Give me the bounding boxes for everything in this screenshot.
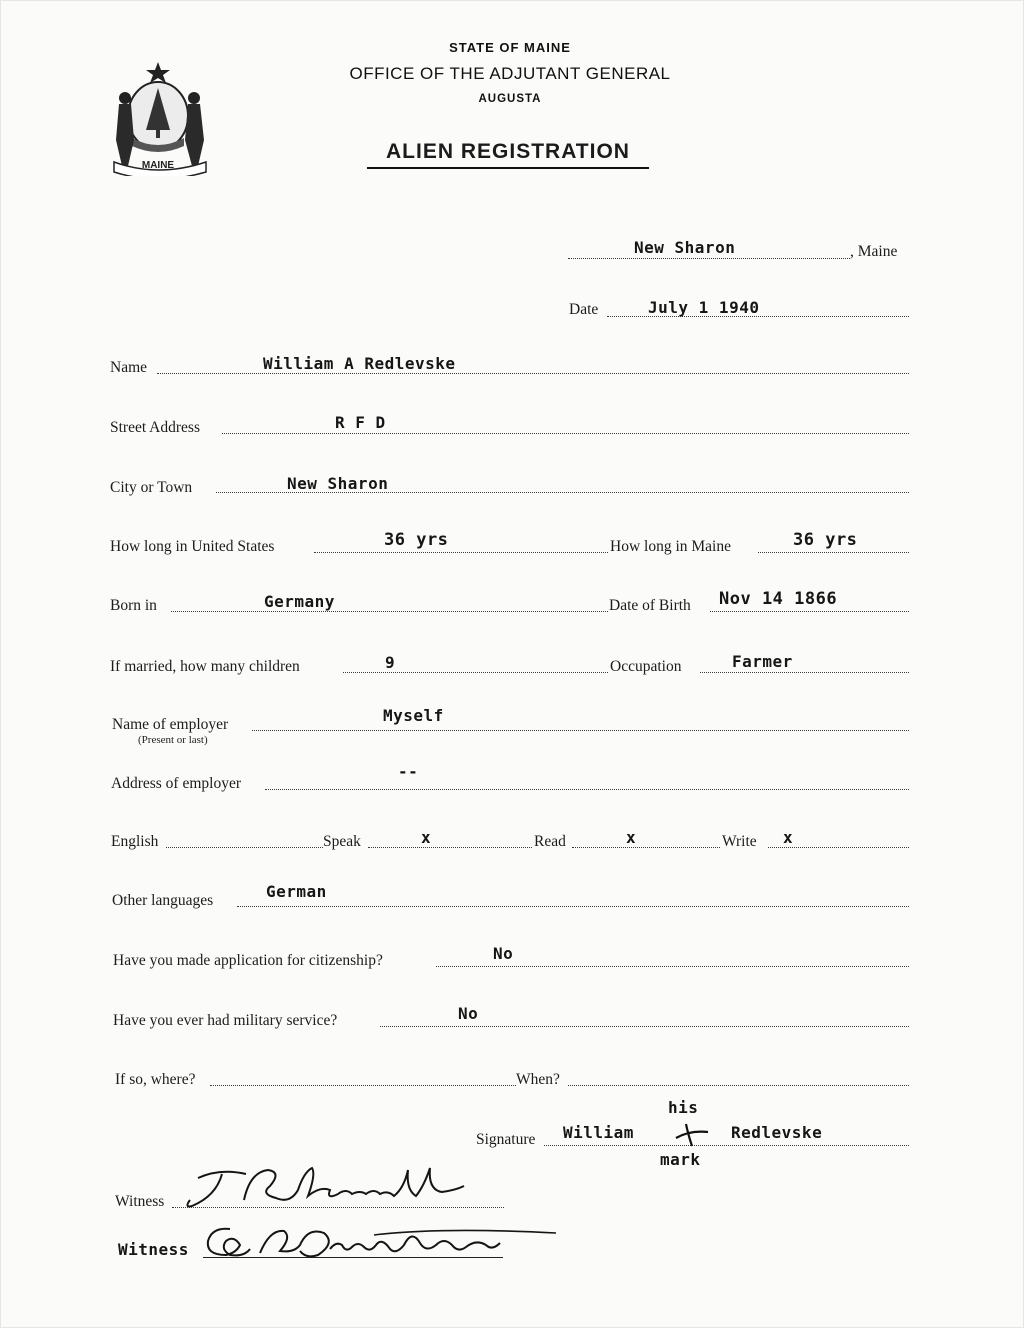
signature-first-name[interactable]: William	[563, 1123, 634, 1142]
street-value[interactable]: R F D	[335, 413, 386, 432]
children-label: If married, how many children	[110, 658, 300, 675]
write-line	[768, 847, 909, 848]
born-in-line	[171, 611, 608, 612]
other-languages-value[interactable]: German	[266, 882, 327, 901]
employer-address-label: Address of employer	[111, 775, 241, 792]
seal-banner-text: MAINE	[141, 160, 175, 171]
military-value[interactable]: No	[458, 1004, 479, 1023]
name-label: Name	[110, 359, 148, 376]
header-city: AUGUSTA	[478, 93, 542, 105]
signature-his: his	[668, 1098, 699, 1117]
read-value[interactable]: x	[626, 828, 637, 847]
how-long-maine-label: How long in Maine	[610, 538, 731, 555]
town-line	[568, 258, 850, 259]
employer-label: Name of employer	[112, 716, 229, 733]
city-label: City or Town	[110, 479, 193, 496]
name-value[interactable]: William A Redlevske	[263, 354, 456, 373]
date-label: Date	[569, 301, 599, 318]
occupation-line	[700, 672, 909, 673]
read-label: Read	[534, 833, 566, 850]
occupation-value[interactable]: Farmer	[732, 652, 793, 671]
other-languages-line	[237, 906, 909, 907]
write-label: Write	[722, 833, 757, 850]
children-line	[343, 672, 608, 673]
military-line	[380, 1026, 909, 1027]
header-office: OFFICE OF THE ADJUTANT GENERAL	[349, 64, 671, 83]
read-line	[572, 847, 720, 848]
citizenship-value[interactable]: No	[493, 944, 514, 963]
date-value[interactable]: July 1 1940	[648, 298, 760, 317]
witness-1-label: Witness	[115, 1193, 165, 1210]
signature-line	[544, 1145, 909, 1146]
city-value[interactable]: New Sharon	[287, 474, 389, 493]
header-state: STATE OF MAINE	[449, 40, 571, 55]
street-line	[222, 433, 909, 434]
town-value[interactable]: New Sharon	[634, 238, 736, 257]
employer-sublabel: (Present or last)	[138, 734, 208, 746]
children-value[interactable]: 9	[385, 653, 396, 672]
military-label: Have you ever had military service?	[113, 1012, 338, 1029]
where-line	[210, 1085, 516, 1086]
english-line	[166, 847, 323, 848]
dob-label: Date of Birth	[609, 597, 691, 614]
street-label: Street Address	[110, 419, 200, 436]
how-long-us-label: How long in United States	[110, 538, 275, 555]
signature-x-mark	[672, 1122, 712, 1148]
dob-line	[710, 611, 909, 612]
born-in-label: Born in	[110, 597, 157, 614]
witness-1-signature	[180, 1160, 470, 1220]
occupation-label: Occupation	[610, 658, 682, 675]
witness-2-label: Witness	[118, 1240, 189, 1259]
english-label: English	[111, 833, 159, 850]
maine-suffix: , Maine	[850, 243, 898, 260]
dob-value[interactable]: Nov 14 1866	[719, 589, 838, 609]
citizenship-line	[436, 966, 909, 967]
other-languages-label: Other languages	[112, 892, 214, 909]
employer-address-line	[265, 789, 909, 790]
signature-mark-label: mark	[660, 1150, 701, 1169]
how-long-maine-line	[758, 552, 909, 553]
born-in-value[interactable]: Germany	[264, 592, 335, 611]
when-line	[568, 1085, 909, 1086]
citizenship-label: Have you made application for citizenship?	[113, 952, 383, 969]
maine-state-seal	[110, 58, 220, 176]
speak-label: Speak	[323, 833, 361, 850]
speak-value[interactable]: x	[421, 828, 432, 847]
speak-line	[368, 847, 532, 848]
employer-value[interactable]: Myself	[383, 706, 444, 725]
signature-last-name[interactable]: Redlevske	[731, 1123, 823, 1142]
write-value[interactable]: x	[783, 828, 794, 847]
signature-label: Signature	[476, 1131, 536, 1148]
name-line	[157, 373, 909, 374]
employer-address-value[interactable]: --	[398, 762, 419, 781]
how-long-us-value[interactable]: 36 yrs	[384, 530, 449, 550]
how-long-us-line	[314, 552, 608, 553]
when-label: When?	[516, 1071, 560, 1088]
how-long-maine-value[interactable]: 36 yrs	[793, 530, 858, 550]
form-title: ALIEN REGISTRATION	[367, 140, 649, 169]
where-label: If so, where?	[115, 1071, 196, 1088]
employer-line	[252, 730, 909, 731]
witness-2-signature	[200, 1215, 560, 1275]
